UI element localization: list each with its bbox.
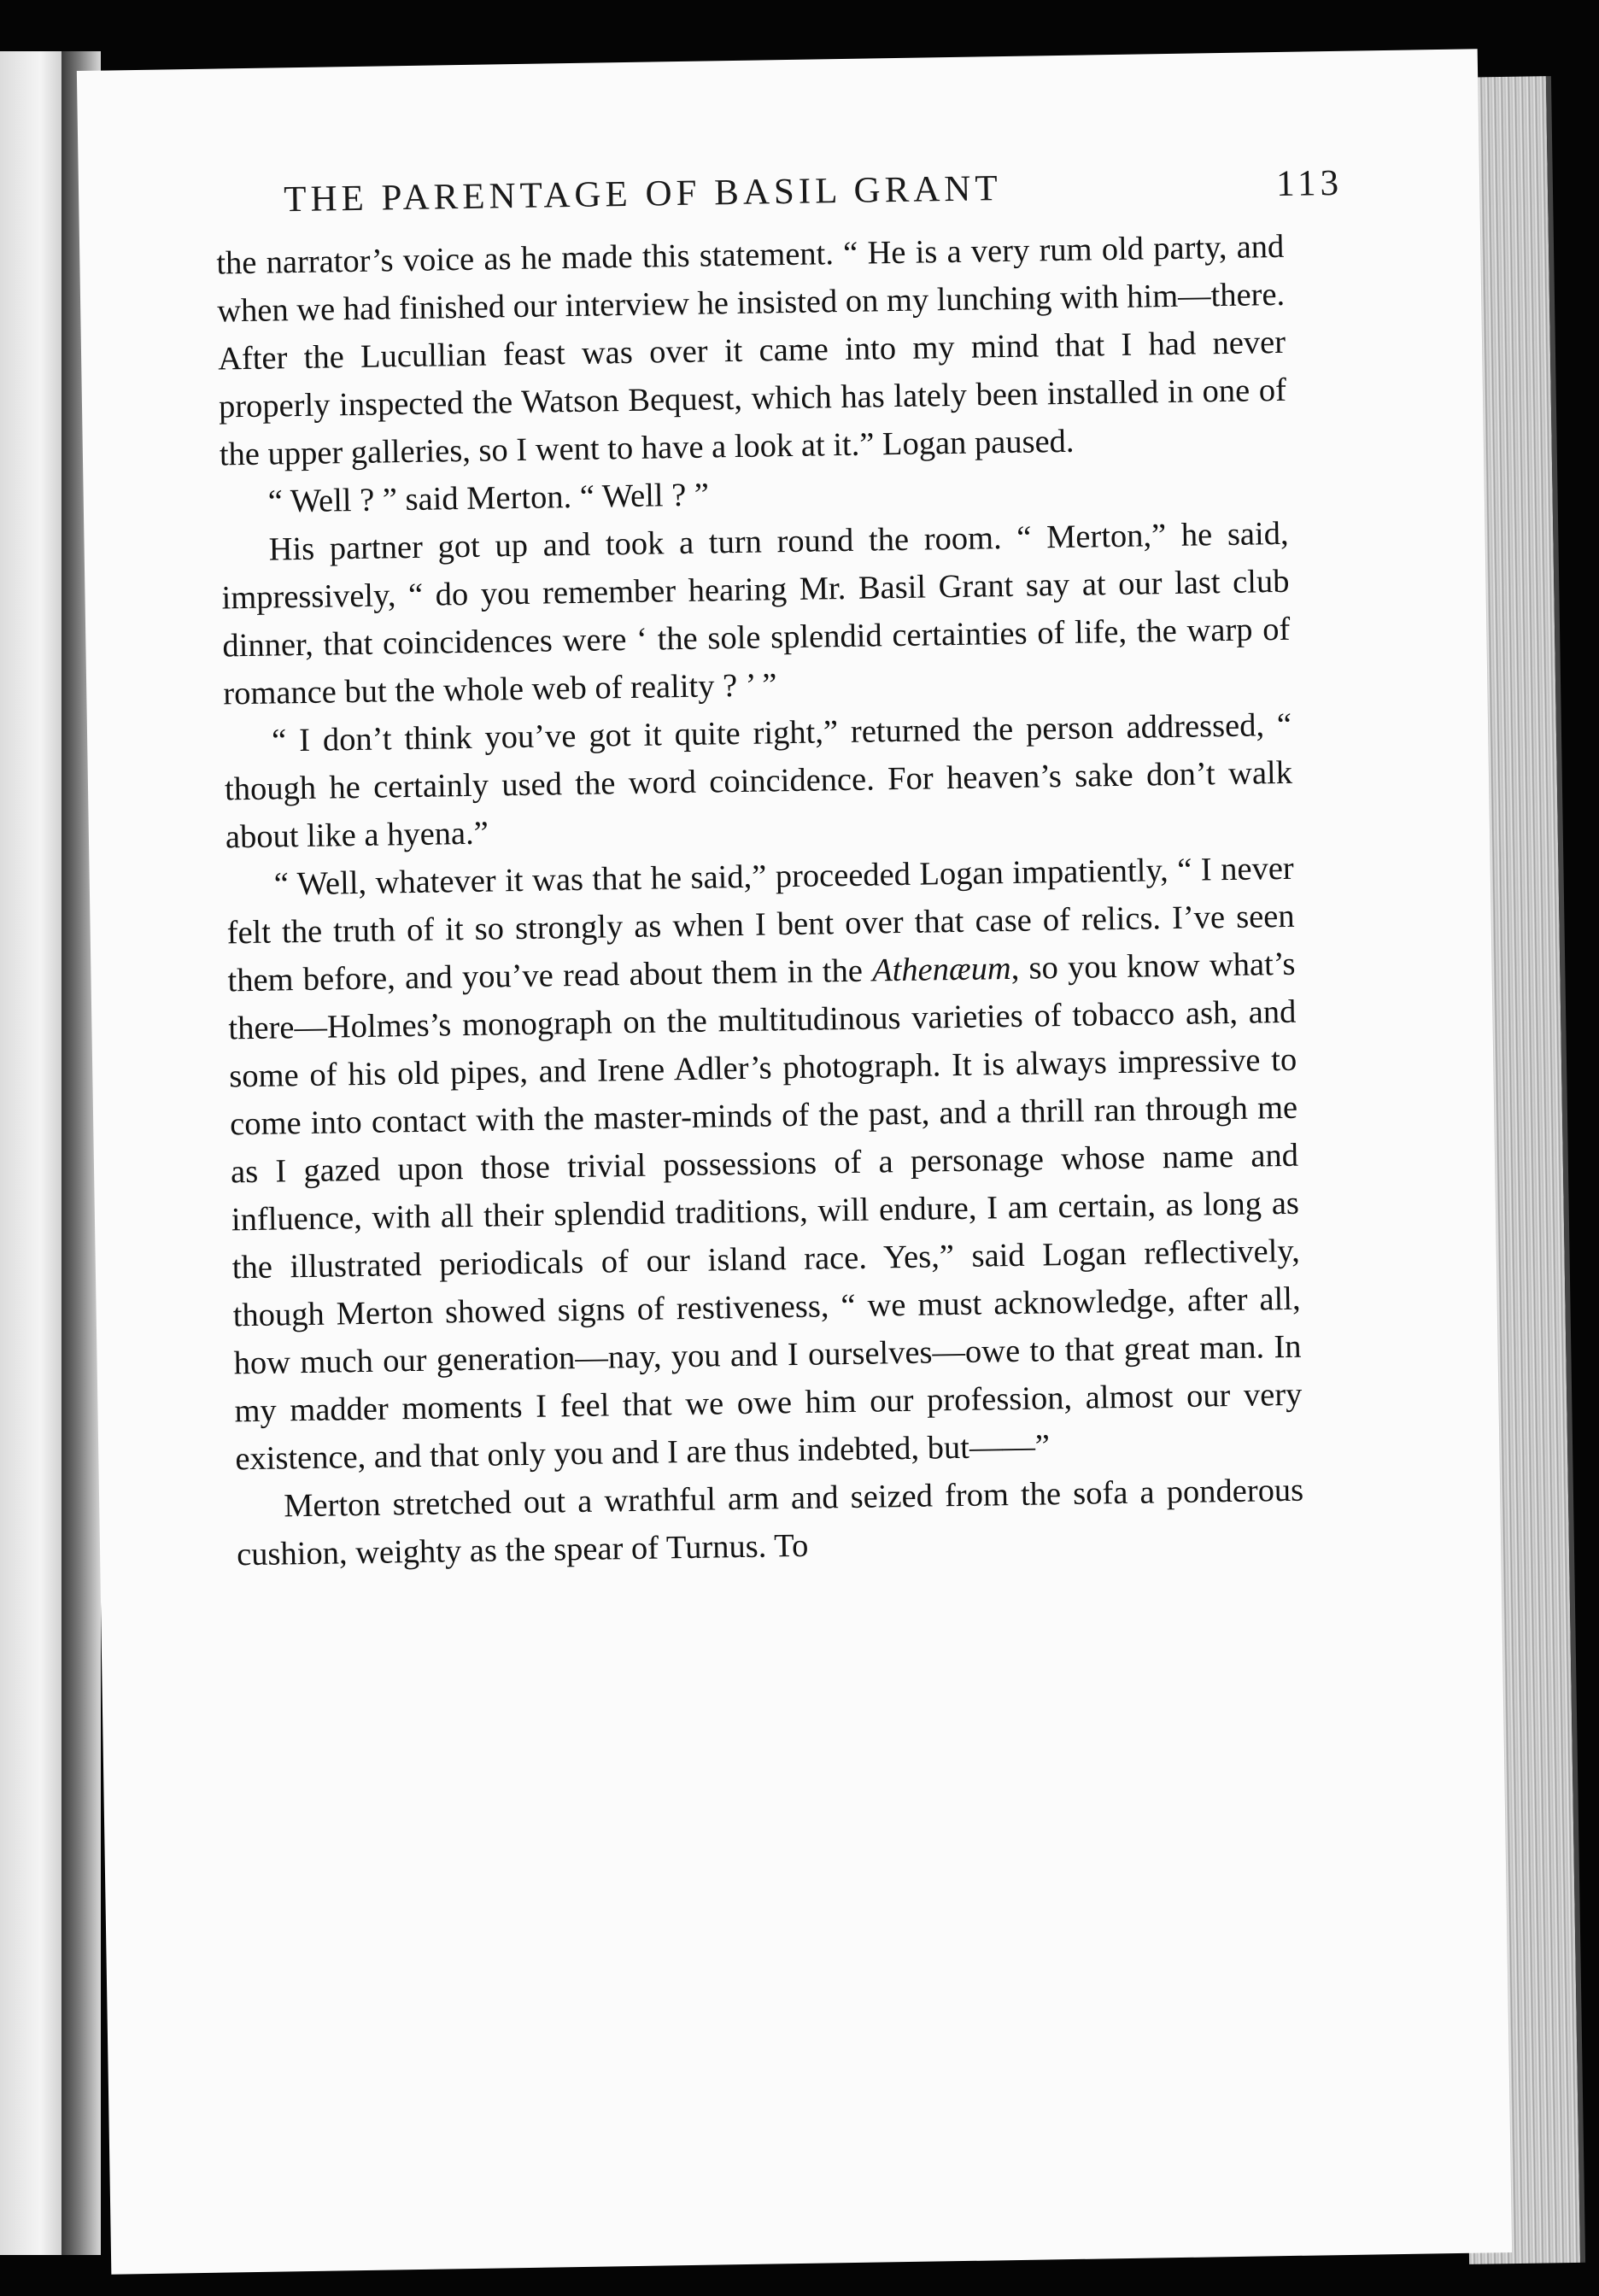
paragraph: the narrator’s voice as he made this statement. “ He is a very rum old party, and when we had finished our interview he insisted on my lunching with him—there. After the Lucullian feast was over it came into my mind that I had never properly inspected the Watson Bequest, which has lately been installed in one of the upper galleries, so I went to have a look at it.” Logan paused. <box>216 228 1287 473</box>
paragraph: Merton stretched out a wrathful arm and seized from the sofa a ponderous cushion, weighty as the spear of Turnus. To <box>236 1472 1304 1573</box>
paragraph <box>226 845 1303 1484</box>
body-text <box>216 223 1304 1578</box>
paragraph-text: “ Well, whatever it was that he said,” proceeded Logan impatiently, “ I never felt the truth of it so strongly as when I bent over that case of relics. I’ve seen them before, and you’ve read about them in the <box>226 850 1295 999</box>
running-head-title: THE PARENTAGE OF BASIL GRANT <box>283 168 1003 220</box>
paragraph-text: , so you know what’s there—Holmes’s monograph on the multitudinous varieties of tobacco ash, and some of his old pipes, and Irene Adler’s photograph. It is always impressive to come into contact with the master-minds of the past, and a thrill ran through me as I gazed upon those trivial possessions of a personage whose name and influence, with all their splendid traditions, will endure, I am certain, as long as the illustrated periodicals of our island race. Yes,” said Logan reflectively, though Merton showed signs of restiveness, “ we must acknowledge, after all, how much our generation—nay, you and I ourselves—owe to that great man. In my madder moments I feel that we owe him our profession, almost our very existence, and that only you and I are thus indebted, but——” <box>228 946 1303 1478</box>
italic-title: Athenæum <box>871 950 1012 989</box>
running-head <box>283 162 1344 220</box>
paragraph: His partner got up and took a turn round the room. “ Merton,” he said, impressively, “ do you remember hearing Mr. Basil Grant say at our last club dinner, that coincidences were ‘ the sole splendid certainties of life, the warp of romance but the whole web of reality ? ’ ” <box>221 515 1291 712</box>
book-page <box>77 49 1512 2274</box>
page-number: 113 <box>1275 162 1344 204</box>
paragraph: “ Well ? ” said Merton. “ Well ? ” <box>267 477 710 520</box>
facing-page-edge <box>0 51 69 2255</box>
paragraph: “ I don’t think you’ve got it quite right,” returned the person addressed, “ though he certainly used the word coincidence. For heaven’s sake don’t walk about like a hyena.” <box>224 706 1293 856</box>
